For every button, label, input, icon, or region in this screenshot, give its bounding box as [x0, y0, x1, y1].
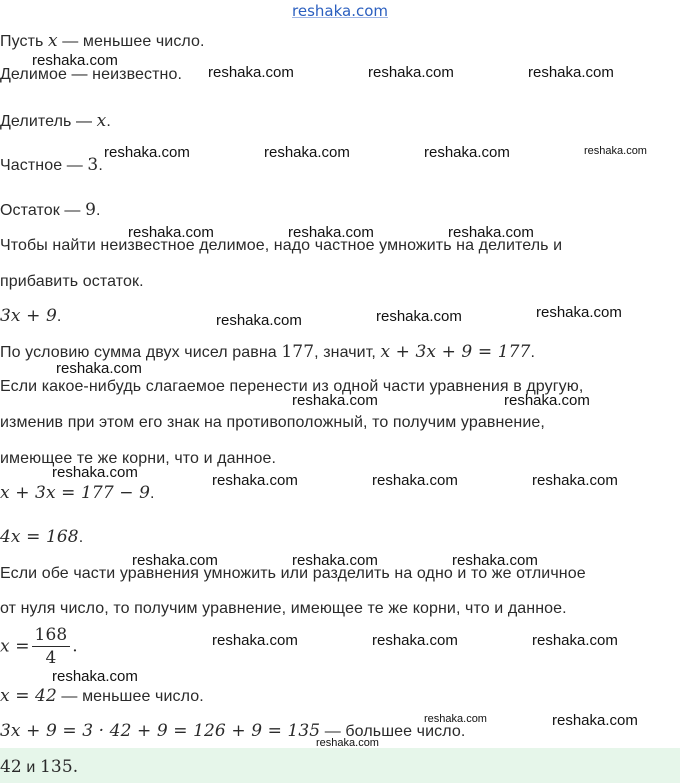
solution-line-11: изменив при этом его знак на противоположный, то получим уравнение, [0, 414, 545, 431]
text: . [98, 157, 103, 174]
number: 9 [85, 200, 96, 220]
text: — большее число. [320, 723, 466, 740]
text: По условию сумма двух чисел равна [0, 344, 282, 361]
watermark: reshaka.com [52, 668, 138, 685]
equation: x + 3x = 177 − 9 [0, 483, 151, 503]
text: Делитель — [0, 113, 97, 130]
number: 177 [281, 342, 315, 362]
watermark: reshaka.com [532, 632, 618, 649]
watermark: reshaka.com [372, 632, 458, 649]
watermark: reshaka.com [132, 552, 218, 569]
text: . [106, 113, 111, 130]
watermark: reshaka.com [448, 224, 534, 241]
text: Пусть [0, 33, 49, 50]
watermark: reshaka.com [528, 64, 614, 81]
watermark: reshaka.com [128, 224, 214, 241]
text: . [530, 344, 535, 361]
watermark: reshaka.com [536, 304, 622, 321]
watermark: reshaka.com [316, 737, 379, 749]
watermark: reshaka.com [292, 392, 378, 409]
equation: 3x + 9 = 3 · 42 + 9 = 126 + 9 = 135 [0, 721, 321, 741]
text: Остаток — [0, 202, 86, 219]
watermark: reshaka.com [212, 632, 298, 649]
solution-line-1 [0, 31, 205, 52]
solution-line-6: Чтобы найти неизвестное делимое, надо частное умножить на делитель и [0, 237, 563, 254]
watermark: reshaka.com [532, 472, 618, 489]
text: , значит, [314, 344, 381, 361]
solution-line-10: Если какое-нибудь слагаемое перенести из одной части уравнения в другую, [0, 378, 584, 395]
watermark: reshaka.com [56, 360, 142, 377]
solution-line-4 [0, 155, 103, 176]
variable-x: x [48, 31, 58, 51]
watermark: reshaka.com [288, 224, 374, 241]
equation: x + 3x + 9 = 177 [380, 342, 531, 362]
variable-x: x [96, 111, 107, 131]
watermark: reshaka.com [424, 144, 510, 161]
equation: 4x = 168 [0, 527, 79, 547]
equation: x = 42 [0, 686, 57, 706]
watermark: reshaka.com [552, 712, 638, 729]
watermark: reshaka.com [32, 52, 118, 69]
text: — меньшее число. [57, 33, 205, 50]
text: — меньшее число. [56, 688, 204, 705]
text: . [72, 636, 78, 657]
solution-line-2: Делимое — неизвестно. [0, 66, 182, 83]
watermark: reshaka.com [264, 144, 350, 161]
solution-line-15: Если обе части уравнения умножить или разделить на одно и то же отличное [0, 565, 586, 582]
text: . [72, 757, 79, 777]
number: 3 [87, 155, 99, 175]
expression: 3x + 9 [0, 306, 57, 326]
text: . [150, 485, 155, 502]
solution-line-19 [0, 721, 465, 742]
fraction-numerator: 168 [32, 624, 71, 647]
text: . [96, 202, 101, 219]
solution-line-3 [0, 111, 111, 132]
text: . [56, 308, 62, 325]
watermark: reshaka.com [376, 308, 462, 325]
watermark: reshaka.com [216, 312, 302, 329]
solution-line-14 [0, 527, 83, 548]
text: . [78, 529, 84, 546]
fraction-denominator: 4 [45, 648, 57, 668]
solution-line-8 [0, 306, 61, 327]
watermark: reshaka.com [212, 472, 298, 489]
answer-line [0, 757, 78, 778]
text: и [21, 759, 40, 776]
site-logo-link[interactable]: reshaka.com [292, 2, 388, 20]
fraction [32, 624, 71, 669]
solution-line-16: от нуля число, то получим уравнение, имеющее те же корни, что и данное. [0, 600, 567, 617]
solution-line-7: прибавить остаток. [0, 273, 144, 290]
watermark: reshaka.com [368, 64, 454, 81]
solution-line-18 [0, 686, 204, 707]
answer-number-2: 135 [39, 757, 73, 777]
watermark: reshaka.com [52, 464, 138, 481]
watermark: reshaka.com [104, 144, 190, 161]
equation-lhs: x = [0, 636, 30, 657]
watermark: reshaka.com [584, 145, 647, 157]
text: Частное — [0, 157, 88, 174]
solution-line-5 [0, 200, 101, 221]
watermark: reshaka.com [504, 392, 590, 409]
answer-number-1: 42 [0, 757, 22, 777]
watermark: reshaka.com [452, 552, 538, 569]
solution-line-12: имеющее те же корни, что и данное. [0, 450, 277, 467]
watermark: reshaka.com [372, 472, 458, 489]
watermark: reshaka.com [292, 552, 378, 569]
solution-line-13 [0, 483, 155, 504]
answer-box [0, 748, 680, 783]
watermark: reshaka.com [208, 64, 294, 81]
watermark: reshaka.com [424, 713, 487, 725]
solution-line-17 [0, 624, 78, 669]
